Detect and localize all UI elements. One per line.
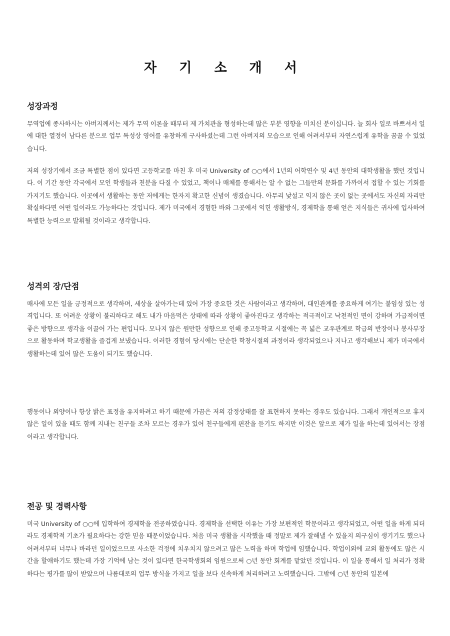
section-heading-career: 전공 및 경력사항 xyxy=(27,502,87,511)
growth-paragraph-1: 무역업에 종사하시는 아버지께서는 제가 무역 이론을 때부터 제 가치관을 형성하는데 많은 부분 영향을 미치신 분이십니다. 늘 회사 일로 바쁘셔서 일에 대한 열정이 남다른 분으로 업무 특성상 영어를 유창하게 구사하셨는데 그런 아버지의 모습으로 인해 어려서부터 자연스럽게 유학을 꿈꿀 수 있었습니다. xyxy=(27,121,425,153)
section-heading-growth: 성장과정 xyxy=(27,102,58,111)
document-title: 자 기 소 개 서 xyxy=(144,60,306,76)
personality-paragraph-2: 행동이나 외양이나 항상 밝은 표정을 유지하려고 하기 때문에 가끔은 저의 감정상태를 잘 표현하지 못하는 경우도 있습니다. 그래서 개인적으로 휴지 않은 일이 있을 때도 함께 지내는 친구들 조차 모르는 경우가 있어 친구들에게 핀잔을 듣기도 하지만 이것은 앞으로 제가 일을 하는데 있어서는 장점이라고 생각합니다. xyxy=(27,409,425,441)
section-heading-personality: 성격의 장/단점 xyxy=(27,282,80,291)
career-paragraph-1: 미국 University of ○○에 입학하여 경제학을 전공하였습니다. 경제학을 선택한 이유는 가장 보편적인 학문이라고 생각되었고, 어떤 일을 하게 되더라도 경제학적 기초가 필요하다는 강한 믿음 때문이었습니다. 처음 미국 생활을 시작했을 때 정말로 제가 잘해낼 수 있을지 의구심이 생기기도 했으나 어려서부터 너무나 바라던 일이었으므로 사소한 걱정에 치우치지 않으려고 많은 노력을 하며 학업에 임했습니다. 학업이외에 교외 활동에도 많은 시간을 할애하기도 했는데 가장 기억에 남는 것이 있다면 한국학생회의 임원으로써 ○년 동안 회계를 맡았던 것입니다. 이 일을 통해서 일 처리가 정확하다는 평가를 많이 받았으며 나름대로의 업무 방식을 가지고 일을 보다 신속하게 처리하려고 노력했습니다. 그밖에 ○년 동안의 일본에 xyxy=(27,521,425,578)
growth-paragraph-2: 저의 성장기에서 조금 특별한 점이 있다면 고등학교를 마친 후 미국 University of ○○에서 1년의 어학연수 및 4년 동안의 대학생활을 했던 것입니다. 이 기간 동안 각국에서 모인 학생들과 친분을 다질 수 있었고, 책이나 매체를 통해서는 알 수 없는 그들만의 문화를 가까이서 접할 수 있는 기회를 가지기도 했습니다. 이곳에서 생활하는 동안 저에게는 한자지 확고한 신념이 생겼습니다. 아무리 낯설고 익지 않은 곳이 없는 곳에서도 자신의 자리만 확실하다면 어떤 일이라도 가능하다는 것입니다. 제가 미국에서 경험한 바와 그곳에서 익힌 생활방식, 경제학을 통해 얻은 지식들은 귀사에 입사하여 특별한 능력으로 발휘될 것이라고 생각합니다. xyxy=(27,168,425,225)
personality-paragraph-1: 매사에 모든 일을 긍정적으로 생각하며, 세상을 살아가는데 있어 가장 중요한 것은 사람이라고 생각하며, 대인관계를 중요하게 여기는 붙임성 있는 성격입니다. 또 어려운 상황이 불리하다고 해도 내가 마음먹은 상태에 따라 상황이 좋아진다고 생각하는 적극적이고 낙천적인 면이 강하며 가급적이면 좋은 방향으로 생각을 이끌어 가는 편입니다. 모나지 않은 원만한 성향으로 인해 중고등학교 시절에는 꼭 넓은 교우관계로 학급의 반장이나 봉사부장으로 활동하며 학교생활을 즐겁게 보냈습니다. 이러한 경험이 당시에는 단순한 학창시절의 과정이라 생각되었으나 지나고 생각해보니 제가 미국에서 생활하는데 있어 많은 도움이 되기도 했습니다. xyxy=(27,301,425,358)
